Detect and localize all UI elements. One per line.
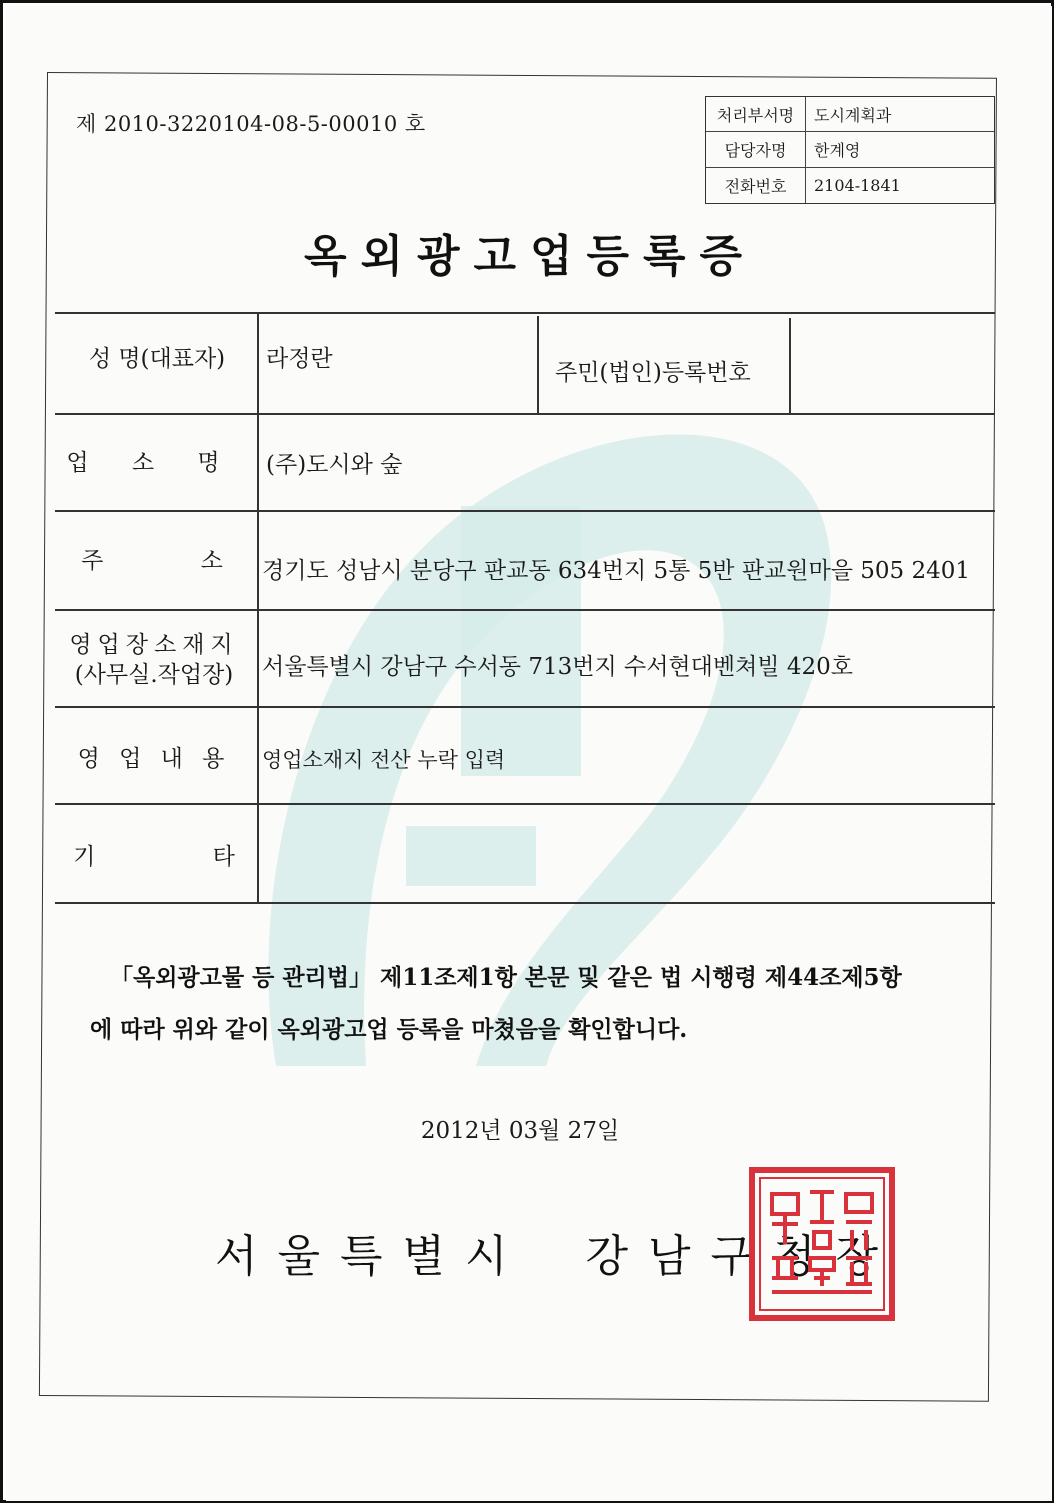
business-content-value: 영업소재지 전산 누락 입력 bbox=[262, 748, 506, 772]
confirmation-statement bbox=[90, 952, 970, 1056]
table-line bbox=[537, 316, 539, 413]
statement-line-1: 「옥외광고물 등 관리법」 제11조제1항 본문 및 같은 법 시행령 제44조제5항 bbox=[110, 964, 902, 991]
table-line bbox=[55, 510, 995, 512]
table-line bbox=[55, 312, 995, 314]
name-value: 라정란 bbox=[266, 346, 333, 372]
business-location-sublabel: (사무실.작업장) bbox=[74, 662, 234, 688]
issue-date: 2012년 03월 27일 bbox=[420, 1118, 620, 1144]
staff-label: 담당자명 bbox=[706, 132, 806, 167]
registration-number-label: 주민(법인)등록번호 bbox=[555, 360, 751, 386]
table-line bbox=[55, 803, 995, 805]
business-content-label: 영 업 내 용 bbox=[77, 746, 231, 772]
document-title: 옥외광고업등록증 bbox=[303, 231, 757, 282]
address-label: 주 소 bbox=[81, 548, 223, 574]
phone-label: 전화번호 bbox=[706, 168, 806, 203]
staff-value: 한계영 bbox=[806, 132, 994, 167]
dept-value: 도시계획과 bbox=[806, 97, 994, 132]
document-number: 제 2010-3220104-08-5-00010 호 bbox=[76, 112, 426, 136]
table-line bbox=[55, 902, 995, 904]
issuer-name: 서울특별시 강남구청장 bbox=[215, 1231, 899, 1282]
official-seal-icon bbox=[748, 1166, 896, 1322]
address-value: 경기도 성남시 분당구 판교동 634번지 5통 5반 판교원마을 505 2401 bbox=[262, 558, 970, 584]
dept-label: 처리부서명 bbox=[706, 97, 806, 132]
department-info-table bbox=[705, 96, 995, 204]
table-line bbox=[257, 312, 259, 902]
business-location-label: 영업장소재지 bbox=[69, 632, 239, 658]
table-line bbox=[55, 706, 995, 708]
business-location-value: 서울특별시 강남구 수서동 713번지 수서현대벤쳐빌 420호 bbox=[262, 654, 853, 680]
table-line bbox=[789, 318, 791, 415]
table-line bbox=[55, 413, 995, 415]
business-name-label: 업 소 명 bbox=[66, 450, 238, 476]
statement-line-2: 에 따라 위와 같이 옥외광고업 등록을 마쳤음을 확인합니다. bbox=[90, 1016, 688, 1043]
business-name-value: (주)도시와 숲 bbox=[266, 452, 403, 478]
etc-label: 기 타 bbox=[73, 844, 235, 870]
phone-value: 2104-1841 bbox=[814, 175, 901, 195]
table-line bbox=[55, 609, 995, 611]
name-label: 성 명(대표자) bbox=[88, 346, 226, 372]
